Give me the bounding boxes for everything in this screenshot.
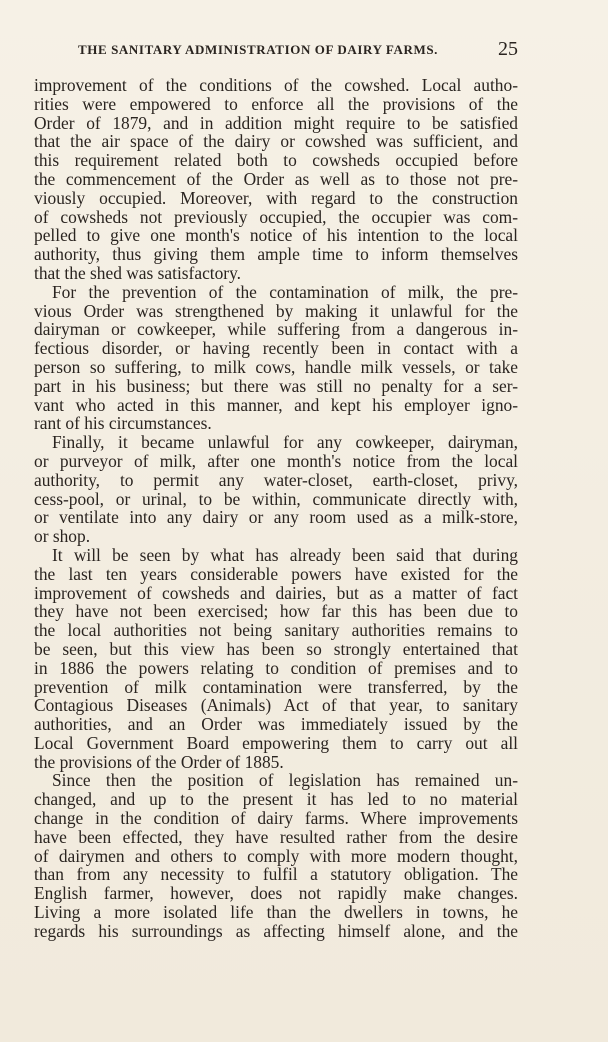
text-line: the last ten years considerable powers have existed for the [34,563,518,584]
text-line: or purveyor of milk, after one month's notice from the local [34,450,518,471]
text-line: For the prevention of the contamination of milk, the pre- [52,281,518,302]
page-number: 25 [498,38,518,60]
text-line: rant of his circumstances. [34,413,212,434]
text-line: regards his surroundings as affecting himself alone, and the [34,920,518,941]
text-line: dairyman or cowkeeper, while suffering from a dangerous in- [34,319,518,340]
text-line: than from any necessity to fulfil a statutory obligation. The [34,864,518,885]
text-line: prevention of milk contamination were transferred, by the [34,676,518,697]
text-line: they have not been exercised; how far this has been due to [34,601,518,622]
text-line: the commencement of the Order as well as to those not pre- [34,168,518,189]
text-line: vant who acted in this manner, and kept his employer igno- [34,394,518,415]
text-line: authorities, and an Order was immediately issued by the [34,714,518,735]
paragraph [34,283,518,433]
text-line: authority, thus giving them ample time to inform themselves [34,244,518,265]
text-line: Contagious Diseases (Animals) Act of that year, to sanitary [34,695,518,716]
paragraph [34,433,518,546]
text-line: part in his business; but there was still no penalty for a ser- [34,375,518,396]
text-line: the provisions of the Order of 1885. [34,751,284,772]
running-title: THE SANITARY ADMINISTRATION OF DAIRY FARMS. [78,42,439,57]
text-line: change in the condition of dairy farms. Where improvements [34,808,518,829]
text-line: rities were empowered to enforce all the provisions of the [34,93,518,114]
text-line: Finally, it became unlawful for any cowkeeper, dairyman, [52,432,518,453]
text-line: viously occupied. Moreover, with regard to the construction [34,187,518,208]
text-line: pelled to give one month's notice of his intention to the local [34,225,518,246]
text-line: improvement of the conditions of the cowshed. Local autho- [34,75,518,95]
text-line: or shop. [34,526,91,547]
text-line: this requirement related both to cowsheds occupied before [34,150,518,171]
text-line: cess-pool, or urinal, to be within, communicate directly with, [34,488,518,509]
text-line: the local authorities not being sanitary authorities remains to [34,620,518,641]
text-line: Order of 1879, and in addition might require to be satisfied [34,112,518,133]
text-line: Local Government Board empowering them to carry out all [34,732,518,753]
text-line: It will be seen by what has already been said that during [52,544,518,565]
text-line: be seen, but this view has been so strongly entertained that [34,638,518,659]
text-line: that the shed was satisfactory. [34,262,242,283]
text-line: that the air space of the dairy or cowshed was sufficient, and [34,131,518,152]
text-line: vious Order was strengthened by making it unlawful for the [34,300,518,321]
text-line: Living a more isolated life than the dwellers in towns, he [34,902,518,923]
paragraph [34,771,518,940]
body-text [34,76,518,941]
paragraph [34,546,518,772]
text-line: of cowsheds not previously occupied, the occupier was com- [34,206,518,227]
text-line: have been effected, they have resulted rather from the desire [34,826,518,847]
text-line: of dairymen and others to comply with more modern thought, [34,845,518,866]
text-line: Since then the position of legislation has remained un- [52,770,518,791]
page-header [78,38,518,62]
text-line: fectious disorder, or having recently been in contact with a [34,338,518,359]
text-line: changed, and up to the present it has led to no material [34,789,518,810]
text-line: person so suffering, to milk cows, handle milk vessels, or take [34,356,518,377]
paragraph [34,76,518,283]
text-line: English farmer, however, does not rapidly make changes. [34,883,518,904]
text-line: in 1886 the powers relating to condition of premises and to [34,657,518,678]
text-line: authority, to permit any water-closet, earth-closet, privy, [34,469,518,490]
text-line: improvement of cowsheds and dairies, but as a matter of fact [34,582,518,603]
text-line: or ventilate into any dairy or any room used as a milk-store, [34,507,518,528]
